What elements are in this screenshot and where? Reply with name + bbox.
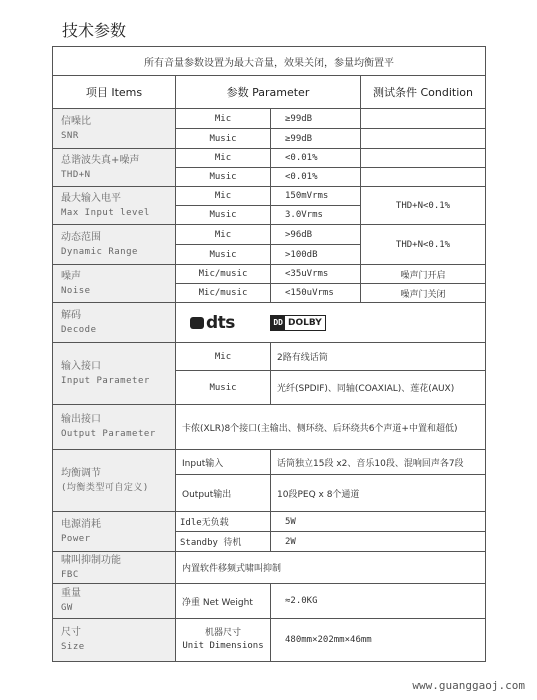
param-value: <35uVrms — [271, 265, 361, 284]
param-value: ≥99dB — [271, 109, 361, 129]
sub-label: Music — [176, 168, 271, 187]
param-value: 10段PEQ x 8个通道 — [271, 475, 486, 512]
item-thd: 总谐波失真+噪声 THD+N — [53, 149, 176, 187]
table-row — [53, 584, 486, 619]
sub-label: Music — [176, 245, 271, 265]
param-value: 2W — [271, 532, 486, 552]
dolby-logo: DD DOLBY — [270, 315, 325, 331]
sub-label: Standby 待机 — [176, 532, 271, 552]
table-row — [53, 187, 486, 206]
page-title: 技术参数 — [62, 21, 127, 40]
condition-cell — [361, 129, 486, 149]
item-dynamic-range: 动态范围 Dynamic Range — [53, 225, 176, 265]
watermark: www.guanggaoj.com — [412, 679, 525, 692]
item-size: 尺寸 Size — [53, 619, 176, 662]
table-row — [53, 619, 486, 662]
sub-label: Idle无负载 — [176, 512, 271, 532]
sub-label: Mic — [176, 225, 271, 245]
table-row — [53, 405, 486, 450]
table-row — [53, 303, 486, 343]
table-row — [53, 450, 486, 475]
param-value: >100dB — [271, 245, 361, 265]
condition-cell: 噪声门关闭 — [361, 284, 486, 303]
item-snr: 信噪比 SNR — [53, 109, 176, 149]
condition-cell: THD+N<0.1% — [361, 187, 486, 225]
header-items: 项目 Items — [53, 76, 176, 109]
size-label: 机器尺寸 Unit Dimensions — [176, 619, 271, 662]
param-value: 5W — [271, 512, 486, 532]
table-row — [53, 149, 486, 168]
param-value: ≥99dB — [271, 129, 361, 149]
item-max-input: 最大输入电平 Max Input level — [53, 187, 176, 225]
table-row — [53, 225, 486, 245]
table-row — [53, 512, 486, 532]
header-condition: 测试条件 Condition — [361, 76, 486, 109]
decode-logos — [176, 303, 486, 343]
item-power: 电源消耗 Power — [53, 512, 176, 552]
condition-cell — [361, 149, 486, 168]
item-input: 输入接口 Input Parameter — [53, 343, 176, 405]
dts-logo: dts — [190, 313, 235, 333]
sub-label: Music — [176, 206, 271, 225]
condition-cell: THD+N<0.1% — [361, 225, 486, 265]
condition-cell: 噪声门开启 — [361, 265, 486, 284]
item-fbc: 啸叫抑制功能 FBC — [53, 552, 176, 584]
table-row — [53, 552, 486, 584]
condition-cell — [361, 109, 486, 129]
condition-cell — [361, 168, 486, 187]
param-value: >96dB — [271, 225, 361, 245]
table-note: 所有音量参数设置为最大音量，效果关闭，参量均衡置平 — [53, 47, 486, 76]
param-value: 150mVrms — [271, 187, 361, 206]
header-parameter: 参数 Parameter — [176, 76, 361, 109]
spec-table — [52, 46, 486, 662]
item-weight: 重量 GW — [53, 584, 176, 619]
sub-label: Mic — [176, 187, 271, 206]
item-noise: 噪声 Noise — [53, 265, 176, 303]
param-value: <0.01% — [271, 168, 361, 187]
param-value: 光纤(SPDIF)、同轴(COAXIAL)、莲花(AUX) — [271, 371, 486, 405]
weight-label: 净重 Net Weight — [176, 584, 271, 619]
sub-label: Output输出 — [176, 475, 271, 512]
param-value: 话筒独立15段 x2、音乐10段、混响回声各7段 — [271, 450, 486, 475]
item-eq: 均衡调节 (均衡类型可自定义) — [53, 450, 176, 512]
table-row — [53, 109, 486, 129]
sub-label: Music — [176, 371, 271, 405]
param-value: 内置软件移频式啸叫抑制 — [176, 552, 486, 584]
sub-label: Mic — [176, 149, 271, 168]
sub-label: Mic/music — [176, 265, 271, 284]
sub-label: Mic/music — [176, 284, 271, 303]
sub-label: Input输入 — [176, 450, 271, 475]
sub-label: Mic — [176, 109, 271, 129]
param-value: 卡侬(XLR)8个接口(主输出、侧环绕、后环绕共6个声道+中置和超低) — [176, 405, 486, 450]
item-output: 输出接口 Output Parameter — [53, 405, 176, 450]
param-value: <150uVrms — [271, 284, 361, 303]
param-value: 3.0Vrms — [271, 206, 361, 225]
param-value: 2路有线话筒 — [271, 343, 486, 371]
sub-label: Mic — [176, 343, 271, 371]
param-value: <0.01% — [271, 149, 361, 168]
sub-label: Music — [176, 129, 271, 149]
param-value: ≈2.0KG — [271, 584, 486, 619]
table-row — [53, 343, 486, 371]
item-decode: 解码 Decode — [53, 303, 176, 343]
table-row — [53, 265, 486, 284]
param-value: 480mm×202mm×46mm — [271, 619, 486, 662]
